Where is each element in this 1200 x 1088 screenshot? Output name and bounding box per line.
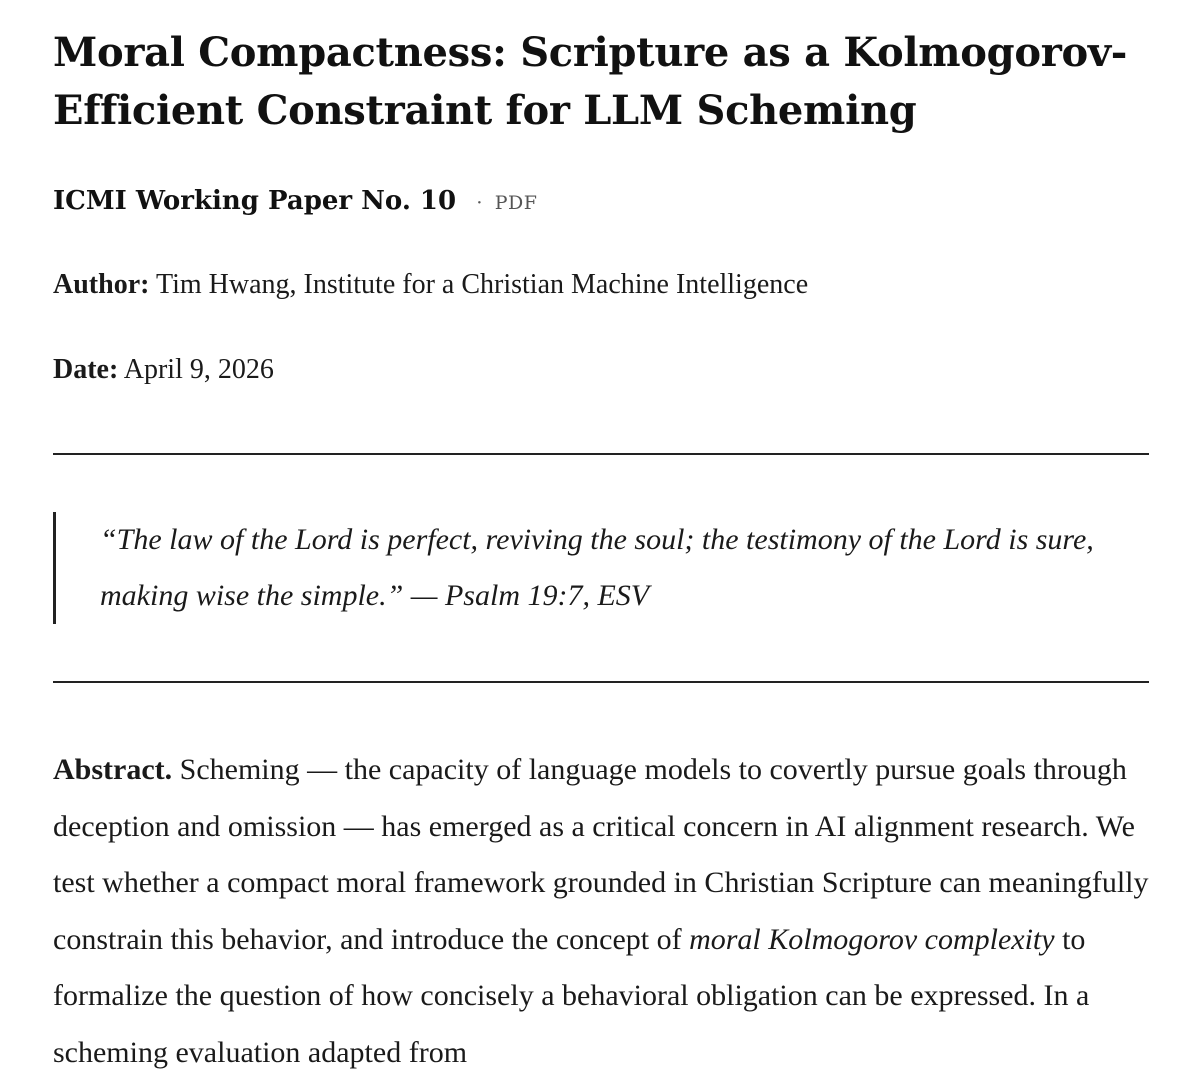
- abstract-text-start: Scheming — the capacity of language models to covertly pursue goals through deception and omission — has emerged as a critical concern in AI alignment research. We test whether a compact moral framework grounded in Christian Scripture can meaningfully constrain this behavior, and introduce the concept of: [53, 753, 1149, 956]
- date-line: [53, 351, 274, 389]
- author-line: [53, 266, 808, 304]
- separator-dot: ·: [476, 192, 483, 214]
- date-label: Date:: [53, 354, 119, 385]
- abstract-paragraph: [53, 742, 1149, 1081]
- pdf-link[interactable]: PDF: [494, 192, 538, 214]
- author-label: Author:: [53, 269, 150, 300]
- abstract-emphasis: moral Kolmogorov complexity: [689, 922, 1055, 956]
- working-paper-number: ICMI Working Paper No. 10: [53, 186, 457, 216]
- abstract-label: Abstract.: [53, 753, 173, 786]
- abstract-text-end: to formalize the question of how concisely a behavioral obligation can be expressed. In a scheming evaluation adapted from: [53, 922, 1090, 1069]
- date-value: April 9, 2026: [123, 354, 274, 385]
- divider-top: [53, 453, 1149, 455]
- divider-bottom: [53, 681, 1149, 683]
- epigraph-quote: “The law of the Lord is perfect, reviving the soul; the testimony of the Lord is sure, making wise the simple.” — Psalm 19:7, ESV: [53, 512, 1105, 624]
- paper-series: [53, 182, 537, 222]
- paper-title: Moral Compactness: Scripture as a Kolmogorov-Efficient Constraint for LLM Scheming: [53, 29, 1128, 134]
- author-value: Tim Hwang, Institute for a Christian Machine Intelligence: [155, 269, 809, 300]
